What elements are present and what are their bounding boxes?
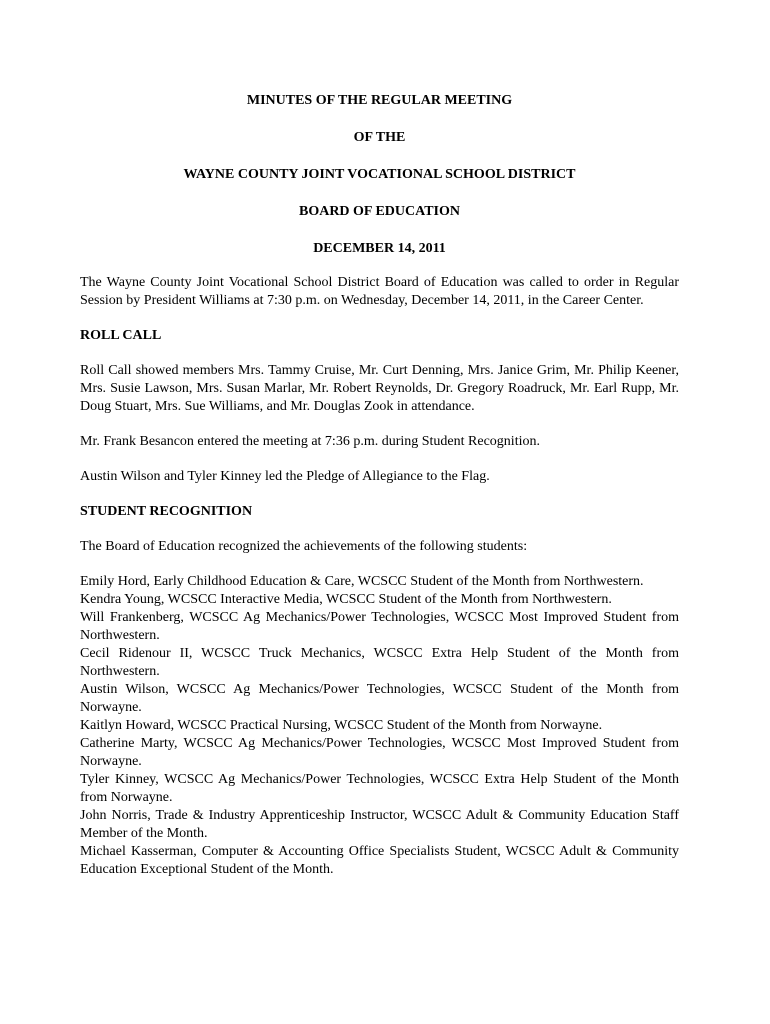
title-line-3: WAYNE COUNTY JOINT VOCATIONAL SCHOOL DISTRICT — [183, 167, 576, 182]
pledge-paragraph: Austin Wilson and Tyler Kinney led the Pledge of Allegiance to the Flag. — [80, 469, 490, 484]
title-line-4: BOARD OF EDUCATION — [298, 204, 460, 219]
title-line-2: OF THE — [353, 130, 406, 145]
title-line-1: MINUTES OF THE REGULAR MEETING — [246, 93, 513, 108]
student-entry: Cecil Ridenour II, WCSCC Truck Mechanics, WCSCC Extra Help Student of the Month from Northwestern. — [80, 646, 679, 679]
student-recognition-heading: STUDENT RECOGNITION — [80, 504, 253, 519]
staff-entry: John Norris, Trade & Industry Apprenticeship Instructor, WCSCC Adult & Community Education Staff Member of the Month. — [80, 808, 679, 841]
student-entry: Kaitlyn Howard, WCSCC Practical Nursing, WCSCC Student of the Month from Norwayne. — [80, 718, 603, 733]
student-recognition-intro: The Board of Education recognized the achievements of the following students: — [80, 539, 528, 554]
student-entry: Emily Hord, Early Childhood Education & Care, WCSCC Student of the Month from Northwestern. — [80, 574, 644, 589]
student-list — [80, 573, 679, 879]
roll-call-attendance: Roll Call showed members Mrs. Tammy Cruise, Mr. Curt Denning, Mrs. Janice Grim, Mr. Philip Keener, Mrs. Susie Lawson, Mrs. Susan Marlar, Mr. Robert Reynolds, Dr. Gregory Roadruck, Mr. Earl Rupp, Mr. Doug Stuart, Mrs. Sue Williams, and Mr. Douglas Zook in attendance. — [80, 363, 679, 414]
document-page — [80, 92, 679, 879]
student-entry: Will Frankenberg, WCSCC Ag Mechanics/Power Technologies, WCSCC Most Improved Student from Northwestern. — [80, 610, 679, 643]
intro-paragraph: The Wayne County Joint Vocational School District Board of Education was called to order in Regular Session by President Williams at 7:30 p.m. on Wednesday, December 14, 2011, in the Career Center. — [80, 275, 679, 308]
roll-call-heading: ROLL CALL — [80, 328, 162, 343]
student-entry: Tyler Kinney, WCSCC Ag Mechanics/Power Technologies, WCSCC Extra Help Student of the Month from Norwayne. — [80, 772, 679, 805]
student-entry: Catherine Marty, WCSCC Ag Mechanics/Power Technologies, WCSCC Most Improved Student from Norwayne. — [80, 736, 679, 769]
student-entry: Kendra Young, WCSCC Interactive Media, WCSCC Student of the Month from Northwestern. — [80, 592, 612, 607]
meeting-date: DECEMBER 14, 2011 — [313, 241, 446, 256]
late-entry-paragraph: Mr. Frank Besancon entered the meeting at 7:36 p.m. during Student Recognition. — [80, 434, 540, 449]
student-entry: Michael Kasserman, Computer & Accounting Office Specialists Student, WCSCC Adult & Community Education Exceptional Student of the Month. — [80, 844, 679, 877]
document-title — [80, 92, 679, 258]
student-entry: Austin Wilson, WCSCC Ag Mechanics/Power Technologies, WCSCC Student of the Month from Norwayne. — [80, 682, 679, 715]
